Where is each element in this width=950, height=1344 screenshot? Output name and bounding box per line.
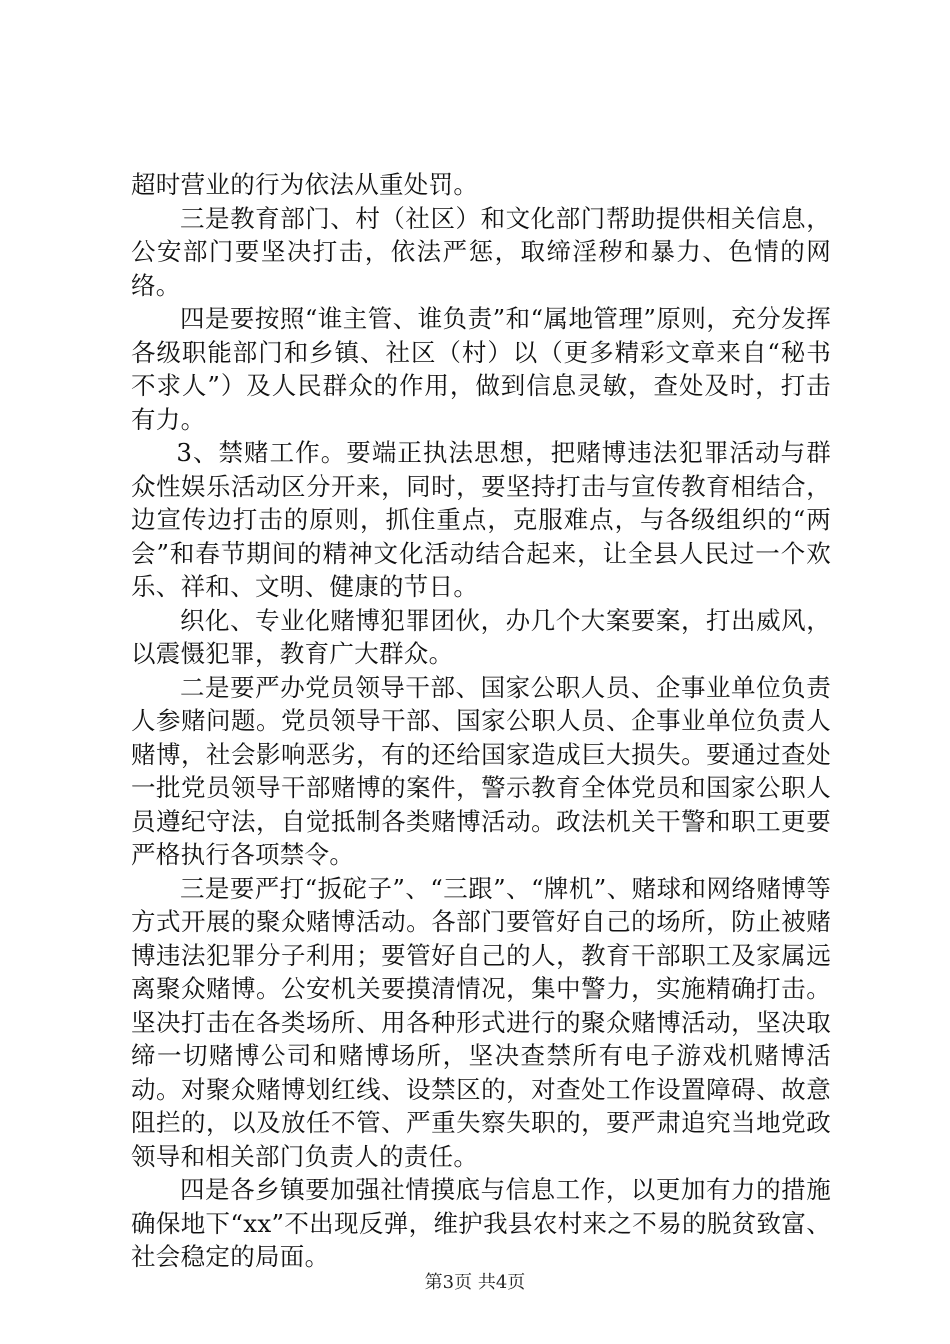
paragraph-2: 三是教育部门、村（社区）和文化部门帮助提供相关信息，公安部门要坚决打击，依法严惩，取缔淫秽和暴力、色情的网络。	[131, 203, 831, 300]
page-footer	[0, 1272, 950, 1294]
paragraph-4: 3、禁赌工作。要端正执法思想，把赌博违法犯罪活动与群众性娱乐活动区分开来，同时，要坚持打击与宣传教育相结合，边宣传边打击的原则，抓住重点，克服难点，与各级组织的“两会”和春节期间的精神文化活动结合起来，让全县人民过一个欢乐、祥和、文明、健康的节日。	[131, 438, 832, 601]
paragraph-8: 四是各乡镇要加强社情摸底与信息工作，以更加有力的措施确保地下“xx”不出现反弹，维护我县农村来之不易的脱贫致富、社会稳定的局面。	[131, 1175, 831, 1271]
paragraph-1: 超时营业的行为依法从重处罚。	[131, 170, 479, 199]
paragraph-7: 三是要严打“扳砣子”、“三跟”、“牌机”、赌球和网络赌博等方式开展的聚众赌博活动。各部门要管好自己的场所，防止被赌博违法犯罪分子利用；要管好自己的人，教育干部职工及家属远离聚众赌博。公安机关要摸清情况，集中警力，实施精确打击。坚决打击在各类场所、用各种形式进行的聚众赌博活动，坚决取缔一切赌博公司和赌博场所，坚决查禁所有电子游戏机赌博活动。对聚众赌博划红线、设禁区的，对查处工作设置障碍、故意阻拦的，以及放任不管、严重失察失职的，要严肃追究当地党政领导和相关部门负责人的责任。	[131, 873, 831, 1171]
paragraph-3: 四是要按照“谁主管、谁负责”和“属地管理”原则，充分发挥各级职能部门和乡镇、社区（村）以（更多精彩文章来自“秘书不求人”）及人民群众的作用，做到信息灵敏，查处及时，打击有力。	[131, 304, 832, 434]
page-number: 第3页 共4页	[424, 1272, 526, 1293]
paragraph-5: 织化、专业化赌博犯罪团伙，办几个大案要案，打出威风，以震慑犯罪，教育广大群众。	[131, 605, 831, 668]
paragraph-6: 二是要严办党员领导干部、国家公职人员、企事业单位负责人参赌问题。党员领导干部、国家公职人员、企事业单位负责人赌博，社会影响恶劣，有的还给国家造成巨大损失。要通过查处一批党员领导干部赌博的案件，警示教育全体党员和国家公职人员遵纪守法，自觉抵制各类赌博活动。政法机关干警和职工更要严格执行各项禁令。	[131, 672, 831, 869]
document-body	[131, 168, 831, 1274]
